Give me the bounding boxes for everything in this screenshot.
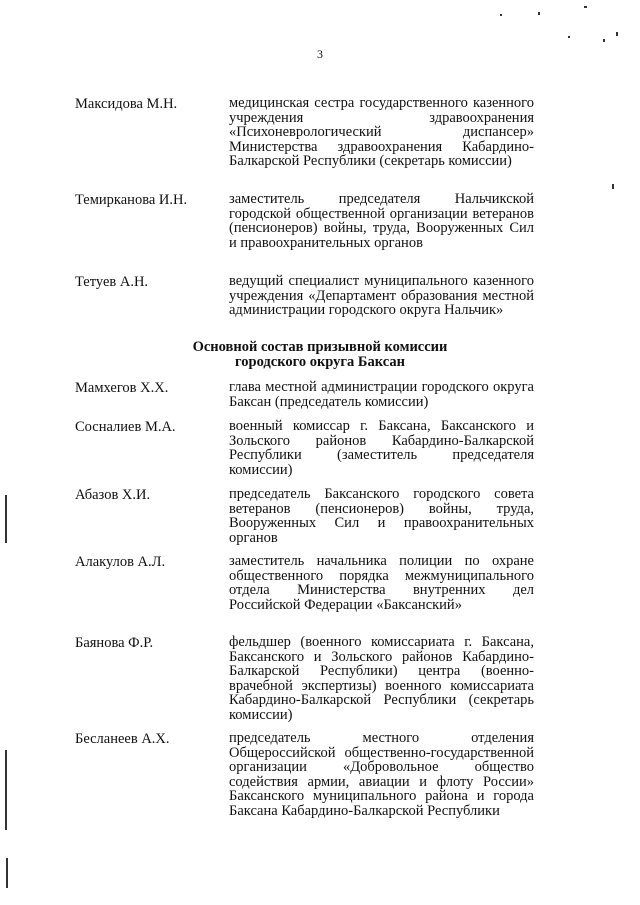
section-heading-line2: городского округа Баксан <box>235 354 405 370</box>
member-description: заместитель начальника полиции по охране общественного порядка межмуниципального отдела Министерства внутренних дел Российской Федерации «Баксанский» <box>229 553 534 613</box>
member-name: Тетуев А.Н. <box>75 274 149 290</box>
section-heading <box>0 340 640 370</box>
member-description: военный комиссар г. Баксана, Баксанского и Зольского районов Кабардино-Балкарской Республики (заместитель председателя комиссии) <box>229 418 534 478</box>
scan-artifact <box>616 32 618 36</box>
member-name: Темирканова И.Н. <box>75 192 188 208</box>
scan-artifact <box>500 14 502 16</box>
scan-artifact <box>568 36 570 38</box>
scan-artifact <box>603 39 605 42</box>
member-name: Абазов Х.И. <box>75 487 151 503</box>
scan-artifact <box>612 184 614 189</box>
member-description: председатель местного отделения Общероссийской общественно-государственной организации «Добровольное общество содействия армии, авиации и флоту России» Баксанского муниципального района и города Баксана Кабардино-Балкарской Республики <box>229 730 534 819</box>
member-description: медицинская сестра государственного казенного учреждения здравоохранения «Психоневрологический диспансер» Министерства здравоохранения Кабардино-Балкарской Республики (секретарь комиссии) <box>229 95 534 170</box>
scan-artifact <box>5 750 7 830</box>
page-number: 3 <box>317 47 323 61</box>
member-description: глава местной администрации городского округа Баксан (председатель комиссии) <box>229 379 534 410</box>
scan-artifact <box>5 495 7 543</box>
scan-artifact <box>538 12 540 15</box>
member-description: ведущий специалист муниципального казенного учреждения «Департамент образования местной администрации городского округа Нальчик» <box>229 273 534 319</box>
scan-artifact <box>584 6 587 8</box>
section-heading-line1: Основной состав призывной комиссии <box>192 339 448 355</box>
member-name: Бесланеев А.Х. <box>75 731 170 747</box>
member-description: фельдшер (военного комиссариата г. Баксана, Баксанского и Зольского районов Кабардино-Балкарской Республики) центра (военно-врачебной экспертизы) военного комиссариата Кабардино-Балкарской Республики (секретарь комиссии) <box>229 634 534 723</box>
member-name: Алакулов А.Л. <box>75 554 166 570</box>
member-name: Мамхегов Х.Х. <box>75 380 169 396</box>
member-name: Максидова М.Н. <box>75 96 178 112</box>
member-name: Баянова Ф.Р. <box>75 635 154 651</box>
member-description: председатель Баксанского городского совета ветеранов (пенсионеров) войны, труда, Вооруженных Сил и правоохранительных органов <box>229 486 534 546</box>
member-name: Сосналиев М.А. <box>75 419 176 435</box>
member-description: заместитель председателя Нальчикской городской общественной организации ветеранов (пенсионеров) войны, труда, Вооруженных Сил и правоохранительных органов <box>229 191 534 251</box>
scan-artifact <box>6 858 8 888</box>
